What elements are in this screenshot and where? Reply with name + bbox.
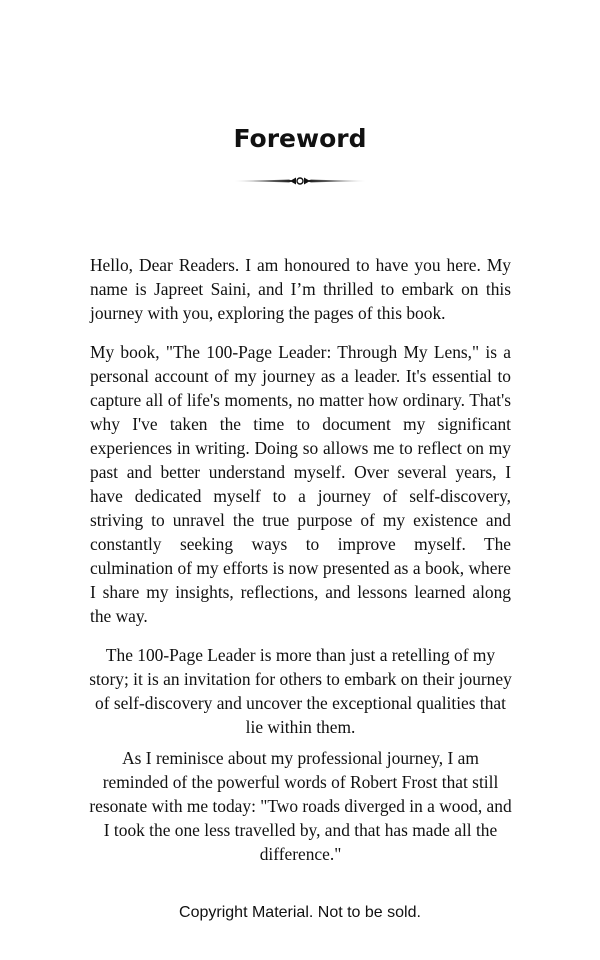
page-title: Foreword: [233, 124, 367, 153]
copyright-footer: Copyright Material. Not to be sold.: [179, 904, 421, 921]
paragraph-book-account: [90, 340, 511, 628]
paragraph-text: My book, "The 100-Page Leader: Through My Lens," is a personal account of my journey as a leader. It's essential to capture all of life's moments, no matter how ordinary. That's why I've taken the time to document my significant experiences in writing. Doing so allows me to reflect on my past and better understand myself. Over several years, I have dedicated myself to a journey of self-discovery, striving to unravel the true purpose of my existence and constantly seeking ways to improve myself. The culmination of my efforts is now presented as a book, where I share my insights, reflections, and lessons learned along the way.: [90, 342, 511, 626]
paragraph-frost-quote: [88, 746, 513, 866]
paragraph-intro: [90, 253, 511, 325]
paragraph-text: Hello, Dear Readers. I am honoured to have you here. My name is Japreet Saini, and I’m thrilled to embark on this journey with you, exploring the pages of this book.: [90, 255, 511, 323]
paragraph-text: The 100-Page Leader is more than just a retelling of my story; it is an invitation for others to embark on their journey of self-discovery and uncover the exceptional qualities that lie within them.: [89, 645, 512, 737]
paragraph-invitation: [88, 643, 513, 739]
divider-ornament-icon: [234, 174, 366, 188]
paragraph-text: As I reminisce about my professional journey, I am reminded of the powerful words of Robert Frost that still resonate with me today: "Two roads diverged in a wood, and I took the one less travelled by, and that has made all the difference.": [89, 748, 512, 864]
